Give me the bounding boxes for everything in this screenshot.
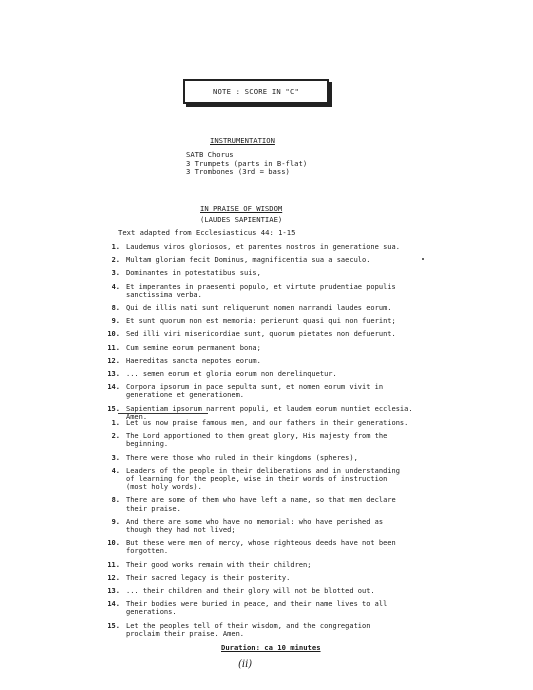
verse-number: 2. (111, 256, 120, 265)
verse-number: 8. (111, 304, 120, 313)
verse-number: 4. (111, 282, 120, 291)
work-title: IN PRAISE OF WISDOM (200, 204, 283, 213)
verse-number: 15. (107, 404, 120, 413)
english-verse (106, 561, 436, 569)
verse-number: 4. (111, 466, 120, 475)
english-verse (106, 587, 436, 595)
verse-text: Sapientiam ipsorum narrent populi, et laudem eorum nuntiet ecclesia. Amen. (126, 404, 413, 421)
english-verse (106, 600, 436, 616)
work-subtitle: (LAUDES SAPIENTIAE) (200, 215, 283, 224)
verse-text: ... their children and their glory will not be blotted out. (126, 587, 375, 596)
english-verse (106, 574, 436, 582)
latin-verse (106, 344, 436, 352)
verse-text: Their bodies were buried in peace, and their name lives to all generations. (126, 600, 388, 617)
verse-number: 3. (111, 269, 120, 278)
verse-text: Let the peoples tell of their wisdom, and the congregation proclaim their praise. Amen. (126, 621, 371, 638)
instrumentation-line: 3 Trumpets (parts in B-flat) (186, 158, 308, 168)
verse-text: Sed illi viri misericordiae sunt, quorum pietates non defuerunt. (126, 330, 396, 339)
english-verse (106, 518, 436, 534)
latin-verse (106, 243, 436, 251)
verse-number: 13. (107, 587, 120, 596)
verse-number: 2. (111, 432, 120, 441)
verse-text: ... semen eorum et gloria eorum non derelinquetur. (126, 370, 337, 379)
verse-number: 11. (107, 560, 120, 569)
verse-text: Leaders of the people in their deliberations and in understanding of learning for the people, wise in their words of instruction (most holy words). (126, 466, 400, 492)
english-verse (106, 467, 436, 492)
verse-text: Et imperantes in praesenti populo, et virtute prudentiae populis sanctissima verba. (126, 282, 396, 299)
verse-number: 12. (107, 356, 120, 365)
verse-number: 14. (107, 383, 120, 392)
english-verse (106, 622, 436, 638)
verse-number: 9. (111, 517, 120, 526)
verse-number: 11. (107, 343, 120, 352)
latin-verse (106, 256, 436, 264)
verse-number: 10. (107, 539, 120, 548)
latin-verse (106, 383, 436, 399)
verse-text: Multam gloriam fecit Dominus, magnificentia sua a saeculo. (126, 256, 371, 265)
work-title-block (200, 204, 282, 224)
verse-number: 1. (111, 419, 120, 427)
verse-text: Haereditas sancta nepotes eorum. (126, 356, 261, 365)
verse-text: Et sunt quorum non est memoria: perierunt quasi qui non fuerint; (126, 317, 396, 326)
latin-verse (106, 304, 436, 312)
verse-text: Corpora ipsorum in pace sepulta sunt, et nomen eorum vivit in generatione et generationem. (126, 383, 384, 400)
english-verse (106, 419, 436, 427)
english-translation-list (106, 419, 436, 643)
instrumentation-section (186, 137, 307, 177)
score-note-box: NOTE : SCORE IN "C" (183, 79, 329, 104)
english-verse (106, 539, 436, 555)
verse-number: 13. (107, 370, 120, 379)
verse-text: Qui de illis nati sunt reliquerunt nomen narrandi laudes eorum. (126, 304, 392, 313)
latin-verse (106, 370, 436, 378)
verse-text: There are some of them who have left a name, so that men declare their praise. (126, 496, 396, 513)
verse-text: Their sacred legacy is their posterity. (126, 573, 291, 582)
english-verse (106, 432, 436, 448)
latin-verse (106, 317, 436, 325)
latin-verse (106, 357, 436, 365)
instrumentation-line: 3 Trombones (3rd = bass) (186, 167, 290, 177)
verse-number: 3. (111, 453, 120, 462)
verse-text: But these were men of mercy, whose righteous deeds have not been forgotten. (126, 539, 396, 556)
instrumentation-heading: INSTRUMENTATION (210, 136, 275, 145)
english-verse (106, 496, 436, 512)
verse-text: The Lord apportioned to them great glory, His majesty from the beginning. (126, 432, 388, 449)
latin-verse (106, 330, 436, 338)
verse-text: Let us now praise famous men, and our fathers in their generations. (126, 419, 409, 427)
verse-number: 8. (111, 496, 120, 505)
section-divider (118, 413, 208, 414)
page-number: (ii) (238, 659, 253, 670)
verse-number: 9. (111, 317, 120, 326)
english-verse (106, 454, 436, 462)
verse-text: And there are some who have no memorial: who have perished as though they had not lived; (126, 517, 384, 535)
verse-text: Laudemus viros gloriosos, et parentes nostros in generatione sua. (126, 243, 400, 251)
verse-text: Their good works remain with their children; (126, 560, 312, 569)
instrumentation-line: SATB Chorus (186, 150, 234, 160)
verse-text: There were those who ruled in their kingdoms (spheres), (126, 453, 358, 462)
verse-number: 14. (107, 600, 120, 609)
verse-text: Dominantes in potestatibus suis, (126, 269, 261, 278)
verse-number: 12. (107, 573, 120, 582)
latin-verse (106, 269, 436, 277)
latin-verse (106, 283, 436, 299)
verse-text: Cum semine eorum permanent bona; (126, 343, 261, 352)
verse-number: 10. (107, 330, 120, 339)
verse-number: 1. (111, 243, 120, 251)
verse-number: 15. (107, 621, 120, 630)
text-source: Text adapted from Ecclesiasticus 44: 1-15 (118, 228, 296, 237)
latin-text-list (106, 243, 436, 426)
duration-label: Duration: ca 10 minutes (221, 643, 321, 652)
